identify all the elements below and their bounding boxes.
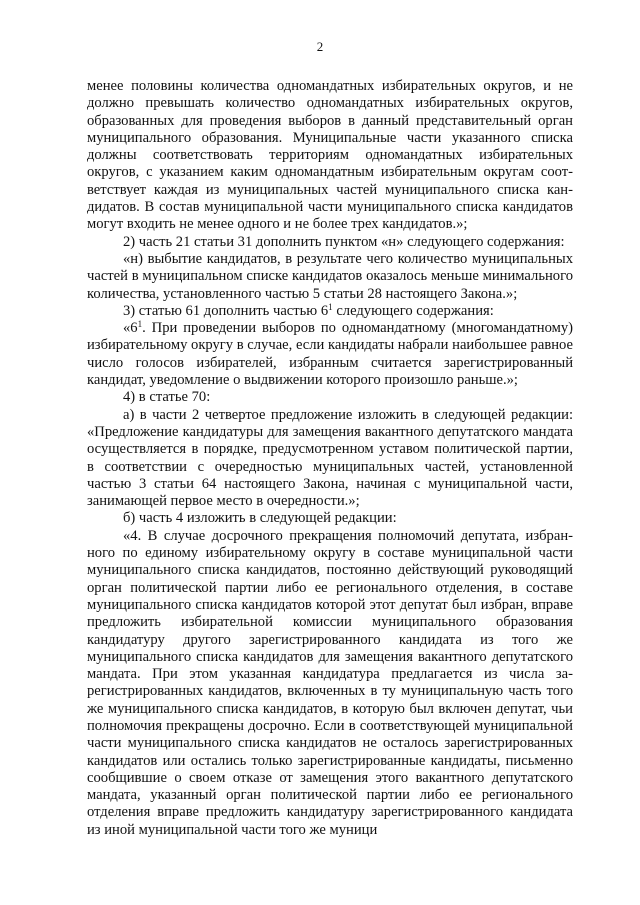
- text-run: 3) статью 61 дополнить частью 6: [123, 302, 329, 319]
- paragraph-item-4b: б) часть 4 изложить в следующей редакции:: [123, 510, 397, 527]
- paragraph-item-3-quote: [87, 320, 573, 389]
- paragraph-continuation: менее половины количества одномандатных избирательных округов, и не должно превышать количество одномандатных избирательных округов, образованных для проведения выборов в данный представительный орган муниципального образования. Муниципальные части указанного списка должны соответствовать территориям одномандатных избирательных округов, с указанием каким одномандатным избирательным округам соответствует каждая из муниципальных частей муниципального списка кандидатов. В состав муниципальной части муниципального списка кандидатов могут входить не менее одного и не более трех кандидатов.»;: [87, 78, 573, 233]
- paragraph-item-3: [87, 303, 573, 320]
- document-body: [87, 78, 573, 839]
- page-number: 2: [316, 39, 324, 54]
- paragraph-item-2: 2) часть 21 статьи 31 дополнить пунктом «н» следующего содержания:: [123, 233, 565, 250]
- paragraph-item-4b-quote: «4. В случае досрочного прекращения полномочий депутата, избранного по единому избирательному округу в составе муниципальной части муниципального списка кандидатов, постоянно действующий руководящий орган политической партии либо ее регионального отделения, в составе муниципального списка кандидатов которой этот депутат был избран, вправе предложить избирательной комиссии муниципального образования кандидатуру другого зарегистрированного кандидата из того же муниципального списка кандидатов для замещения вакантного депутатского мандата. При этом указанная кандидатура предлагается из числа зарегистрированных кандидатов, включенных в ту муниципальную часть того же муниципального списка кандидатов, в которую был включен депутат, чьи полномочия прекращены досрочно. Если в соответствующей муниципальной части муниципального списка кандидатов не осталось зарегистрированных кандидатов или остались только зарегистрированные кандидаты, письменно сообщившие о своем отказе от замещения этого вакантного депутатского мандата, указанный орган политической партии либо ее регионального отделения вправе предложить кандидатуру зарегистрированного кандидата из иной муниципальной части того же муници: [87, 527, 573, 838]
- text-run: . При проведении выборов по одномандатному (многомандатному) избирательному округу в случае, если кандидаты набрали наибольшее равное число голосов избирателей, избранным считается зарегистрированный кандидат, уведомление о выдвижении которого произошло раньше.»;: [87, 320, 573, 389]
- superscript: 1: [137, 319, 143, 330]
- text-run: «6: [123, 320, 138, 337]
- paragraph-item-4: 4) в статье 70:: [123, 389, 211, 406]
- paragraph-item-4a: а) в части 2 четвертое предложение изложить в следующей редакции: «Предложение кандидатуры для замещения вакантного депутатского мандата осуществляется в порядке, предусмотренном уставом политической партии, в соответствии с очередностью муниципальных частей, установленной частью 3 статьи 64 настоящего Закона, начиная с муниципальной части, занимающей первое место в очередности.»;: [87, 406, 573, 510]
- superscript: 1: [328, 301, 333, 312]
- paragraph-item-2-quote: «н) выбытие кандидатов, в результате чего количество муниципальных частей в муниципальном списке кандидатов оказалось меньше минимального количества, установленного частью 5 статьи 28 настоящего Закона.»;: [87, 250, 573, 302]
- text-run: следующего содержания:: [332, 302, 494, 319]
